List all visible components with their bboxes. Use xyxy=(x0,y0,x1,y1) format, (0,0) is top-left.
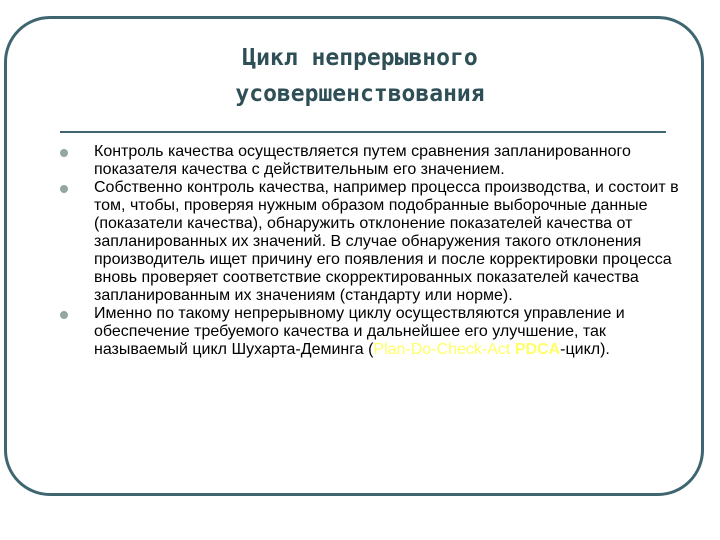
bullet-text: Собственно контроль качества, например процесса производства, и состоит в том, чтобы, проверяя нужным образом подобранные выборочные данные (показатели качества), обнаружить отклонение показателей качества от запланированных их значений. В случае обнаружения такого отклонения производитель ищет причину его появления и после корректировки процесса вновь проверяет соответствие скорректированных показателей качества запланированным их значениям (стандарту или норме). xyxy=(94,179,679,304)
bullet-dot-icon xyxy=(60,311,68,319)
pdca-cycle-term: Plan-Do-Check-Act xyxy=(373,341,511,358)
slide-title xyxy=(100,40,620,112)
title-line-2: усовершенствования xyxy=(235,81,485,107)
bullet-text-end: -цикл). xyxy=(560,341,610,358)
bullet-item xyxy=(60,305,680,359)
bullet-dot-icon xyxy=(60,149,68,157)
title-line-1: Цикл непрерывного xyxy=(242,45,478,71)
bullet-list xyxy=(60,143,680,359)
pdca-abbreviation: PDCA xyxy=(514,341,561,358)
bullet-dot-icon xyxy=(60,185,68,193)
bullet-text: Именно по такому непрерывному циклу осуществляются управление и обеспечение требуемого качества и дальнейшее его улучшение, так называемый цикл Шухарта-Деминга ( xyxy=(94,305,625,358)
bullet-text: Контроль качества осуществляется путем сравнения запланированного показателя качества с действительным его значением. xyxy=(94,143,631,178)
bullet-item xyxy=(60,143,680,179)
bullet-item xyxy=(60,179,680,305)
title-divider xyxy=(60,131,666,133)
